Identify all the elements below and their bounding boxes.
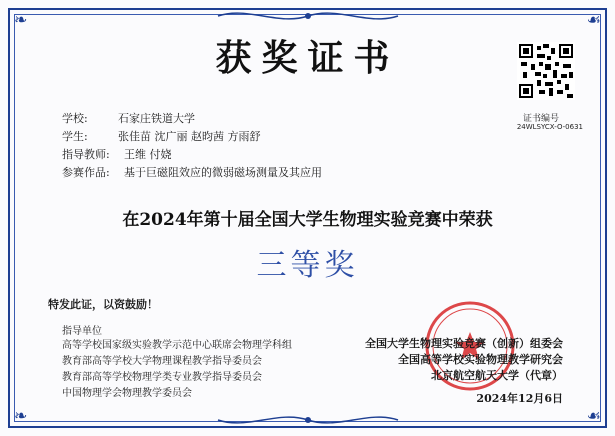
organizer: 北京航空航天大学（代章） — [431, 369, 563, 382]
work-row — [62, 164, 322, 182]
advisors-value: 王维 付娆 — [124, 148, 172, 161]
bottom-flourish-icon — [208, 408, 408, 432]
guidance-unit: 中国物理学会物理教学委员会 — [62, 388, 192, 399]
certificate-number: 24WLSYCX-O-0631 — [516, 123, 583, 131]
award-level: 三等奖 — [256, 248, 359, 283]
school-row — [62, 110, 322, 128]
special-note: 特发此证，以资鼓励！ — [48, 298, 158, 311]
guidance-units-list — [62, 338, 292, 402]
organizer: 全国高等学校实验物理教学研究会 — [398, 353, 563, 366]
guidance-units-title: 指导单位 — [62, 326, 102, 337]
work-label: 参赛作品: — [62, 166, 110, 179]
corner-ornament-icon: ❧ — [14, 10, 28, 29]
students-value: 张佳苗 沈广丽 赵昀茜 方雨舒 — [118, 130, 261, 143]
corner-ornament-icon: ☙ — [586, 10, 601, 29]
work-value: 基于巨磁阻效应的微弱磁场测量及其应用 — [124, 166, 322, 179]
students-label: 学生: — [62, 130, 88, 143]
issue-date: 2024年12月6日 — [476, 392, 563, 405]
certificate-number-label: 证书编号 — [522, 114, 559, 124]
top-flourish-icon — [208, 4, 408, 28]
organizer: 全国大学生物理实验竞赛（创新）组委会 — [365, 337, 563, 350]
honor-statement: 在2024年第十届全国大学生物理实验竞赛中荣获 — [122, 210, 493, 230]
advisors-label: 指导教师: — [62, 148, 110, 161]
qr-code-icon[interactable] — [517, 42, 575, 100]
guidance-unit: 教育部高等学校物理学类专业教学指导委员会 — [62, 372, 262, 383]
certificate-title: 获奖证书 — [215, 37, 400, 79]
advisors-row — [62, 146, 322, 164]
students-row — [62, 128, 322, 146]
guidance-unit: 教育部高等学校大学物理课程教学指导委员会 — [62, 356, 262, 367]
organizers-list — [365, 336, 563, 384]
guidance-unit: 高等学校国家级实验教学示范中心联席会物理学科组 — [62, 340, 292, 351]
school-label: 学校: — [62, 112, 88, 125]
recipient-info — [62, 110, 322, 182]
corner-ornament-icon: ❧ — [14, 406, 28, 425]
school-value: 石家庄铁道大学 — [118, 112, 195, 125]
corner-ornament-icon: ☙ — [586, 406, 601, 425]
